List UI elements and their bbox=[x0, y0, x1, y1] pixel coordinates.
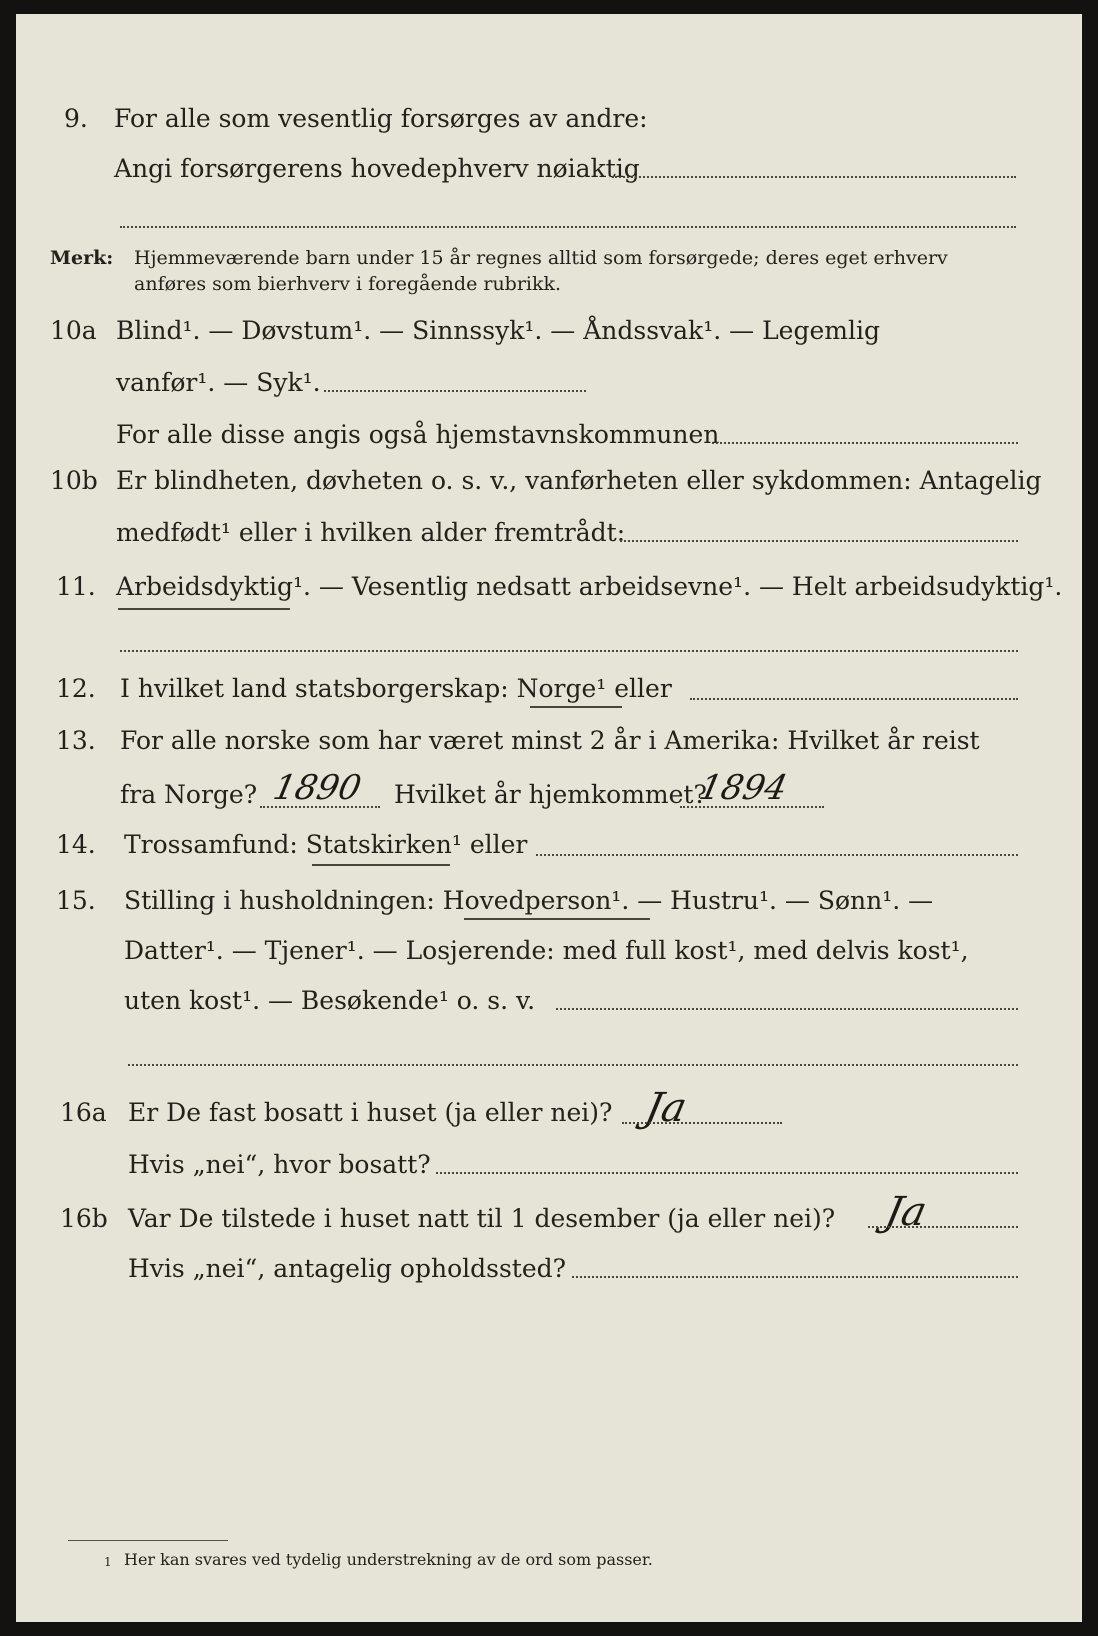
q9-answer-line[interactable] bbox=[612, 176, 1016, 178]
q16b-opholdssted-line[interactable] bbox=[572, 1276, 1018, 1278]
q10a-number: 10a bbox=[50, 316, 97, 345]
footnote-text: Her kan svares ved tydelig understrekning av de ord som passer. bbox=[124, 1550, 653, 1569]
q16a-bosatt-line[interactable] bbox=[436, 1172, 1018, 1174]
q16b-answer-line[interactable] bbox=[868, 1226, 1018, 1228]
q16a-line1: Er De fast bosatt i huset (ja eller nei)? bbox=[128, 1098, 613, 1127]
q9-line1: For alle som vesentlig forsørges av andre: bbox=[114, 104, 648, 133]
footnote-mark: 1 bbox=[104, 1555, 112, 1569]
q16b-line1: Var De tilstede i huset natt til 1 desember (ja eller nei)? bbox=[128, 1204, 836, 1233]
q9-number: 9. bbox=[64, 104, 88, 133]
q9-line2: Angi forsørgerens hovedерhverv nøiaktig bbox=[114, 154, 640, 183]
q16b-line2: Hvis „nei“, antagelig opholdssted? bbox=[128, 1254, 567, 1283]
q16a-line2: Hvis „nei“, hvor bosatt? bbox=[128, 1150, 431, 1179]
q10a-line1: Blind¹. — Døvstum¹. — Sinnssyk¹. — Åndssvak¹. — Legemlig bbox=[116, 316, 880, 345]
q13-line2a: fra Norge? bbox=[120, 780, 258, 809]
q10b-answer-line[interactable] bbox=[620, 540, 1018, 542]
merk-label: Merk: bbox=[50, 247, 114, 269]
q12-number: 12. bbox=[56, 674, 96, 703]
q10b-number: 10b bbox=[50, 466, 98, 495]
q12-underline-norge bbox=[530, 706, 622, 708]
q15-line3: uten kost¹. — Besøkende¹ o. s. v. bbox=[124, 986, 536, 1015]
footnote-rule bbox=[68, 1540, 228, 1541]
q13-answer-left: 1890 bbox=[269, 768, 365, 808]
q15-answer-line[interactable] bbox=[556, 1008, 1018, 1010]
merk-line1: Hjemmeværende barn under 15 år regnes alltid som forsørgede; deres eget erhverv bbox=[134, 247, 948, 269]
q14-underline-statskirken bbox=[312, 864, 450, 866]
q15-number: 15. bbox=[56, 886, 96, 915]
q15-line1: Stilling i husholdningen: Hovedperson¹. — Hustru¹. — Sønn¹. — bbox=[124, 886, 934, 915]
q10a-kommune-line[interactable] bbox=[712, 442, 1018, 444]
q16a-number: 16a bbox=[60, 1098, 107, 1127]
q16b-answer: Ja bbox=[881, 1189, 931, 1235]
q16a-answer: Ja bbox=[641, 1085, 691, 1131]
q13-line1: For alle norske som har været minst 2 år i Amerika: Hvilket år reist bbox=[120, 726, 980, 755]
merk-line2: anføres som bierhverv i foregående rubrikk. bbox=[134, 273, 562, 295]
q9-answer-line-2[interactable] bbox=[120, 226, 1016, 228]
q11-underline-arbeidsdyktig bbox=[118, 608, 290, 610]
q10a-syk-line[interactable] bbox=[324, 390, 586, 392]
q14-number: 14. bbox=[56, 830, 96, 859]
q13-home-line[interactable] bbox=[680, 806, 824, 808]
q10a-line3: For alle disse angis også hjemstavnskommunen bbox=[116, 420, 720, 449]
q11-answer-line[interactable] bbox=[120, 650, 1018, 652]
q14-line1: Trossamfund: Statskirken¹ eller bbox=[124, 830, 528, 859]
q12-answer-line[interactable] bbox=[690, 698, 1018, 700]
q10b-line1: Er blindheten, døvheten o. s. v., vanførheten eller sykdommen: Antagelig bbox=[116, 466, 1042, 495]
q13-left-line[interactable] bbox=[260, 806, 380, 808]
q13-line2b: Hvilket år hjemkommet? bbox=[394, 780, 707, 809]
q15-answer-line-2[interactable] bbox=[128, 1064, 1018, 1066]
q16b-number: 16b bbox=[60, 1204, 108, 1233]
q15-line2: Datter¹. — Tjener¹. — Losjerende: med full kost¹, med delvis kost¹, bbox=[124, 936, 969, 965]
q11-line1: Arbeidsdyktig¹. — Vesentlig nedsatt arbeidsevne¹. — Helt arbeidsudyktig¹. bbox=[116, 572, 1063, 601]
q10b-line2: medfødt¹ eller i hvilken alder fremtrådt: bbox=[116, 518, 626, 547]
q16a-answer-line[interactable] bbox=[622, 1122, 782, 1124]
q13-number: 13. bbox=[56, 726, 96, 755]
q13-answer-home: 1894 bbox=[695, 768, 791, 808]
q14-answer-line[interactable] bbox=[536, 854, 1018, 856]
q15-underline-hovedperson bbox=[464, 918, 650, 920]
q11-number: 11. bbox=[56, 572, 96, 601]
q12-line1: I hvilket land statsborgerskap: Norge¹ eller bbox=[120, 674, 672, 703]
census-form-page bbox=[16, 14, 1082, 1622]
q10a-line2: vanfør¹. — Syk¹. bbox=[116, 368, 321, 397]
